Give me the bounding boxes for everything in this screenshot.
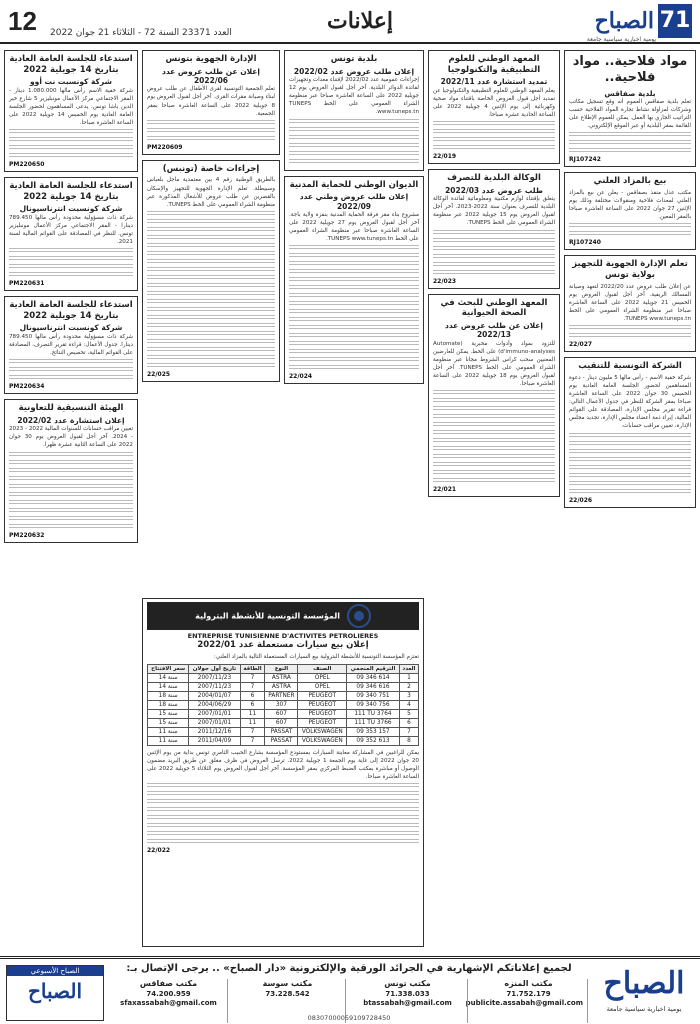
table-cell: 1 — [399, 673, 418, 682]
ad-text: يعلم المعهد الوطني للعلوم التطبيقية والتكنولوجيا عن تمديد أجل قبول العروض الخاصة باقتناء مواد صحية وكهربائية إلى يوم الإثنين 4 جويلية 2022 على الساعة الحادية عشرة صباحا. — [433, 87, 555, 118]
table-cell: PARTNER — [265, 691, 298, 700]
table-cell: 11 سنة — [148, 736, 189, 745]
logo-slogan: يومية اخبارية سياسية جامعة — [586, 36, 656, 43]
table-cell: PASSAT — [265, 727, 298, 736]
table-cell: 111 TU 3766 — [347, 718, 400, 727]
ad-code: PM220609 — [147, 143, 183, 151]
table-cell: 09 353 157 — [347, 727, 400, 736]
table-cell: 2011/12/16 — [189, 727, 240, 736]
logo-number: 71 — [658, 4, 692, 38]
table-cell: 111 TU 3764 — [347, 709, 400, 718]
weekly-logo-name: الصباح — [27, 979, 83, 1003]
office-email[interactable]: sfaxassabah@gmail.com — [120, 999, 217, 1008]
table-cell: 607 — [265, 718, 298, 727]
footer-heading: لجميع إعلاناتكم الإشهارية في الجرائد الورقية والإلكترونية «دار الصباح» .. يرجى الإتصال بـ: — [126, 963, 572, 974]
ad-title: المعهد الوطني للبحث في الصحة الحيوانية — [440, 297, 548, 319]
ad-title: إجراءات خاصة (تونبس) — [162, 163, 260, 174]
table-cell: 2007/01/01 — [189, 718, 240, 727]
table-cell: VOLKSWAGEN — [298, 736, 347, 745]
table-cell: 11 — [240, 709, 265, 718]
table-row — [148, 691, 419, 700]
ad-etap — [142, 598, 424, 947]
table-cell: 2007/11/23 — [189, 682, 240, 691]
column-5 — [4, 50, 138, 954]
weekly-logo — [6, 965, 104, 1021]
table-cell: VOLKSWAGEN — [298, 727, 347, 736]
etap-logo-icon — [347, 604, 371, 628]
table-cell: 09 340 751 — [347, 691, 400, 700]
ad-subtitle: طلب عروض عدد 2022/03 — [445, 185, 543, 195]
table-cell: 3 — [399, 691, 418, 700]
office-phone: 71.338.033 — [385, 989, 430, 998]
ad-title: الديوان الوطني للحماية المدنية — [289, 179, 419, 190]
ad-title: استدعاء للجلسة العامة العادية بتاريخ 14 جويلية 2022 — [9, 181, 133, 202]
footer-logo-name: الصباح — [603, 966, 685, 1001]
table-header-cell: العدد — [399, 664, 418, 673]
ad-text: تعلم بلدية صفاقس العموم أنه وقع تسجيل مكاتب وشركات لمزاولة نشاط تجارة المواد الفلاحية حسب التراتيب الجاري بها العمل. يمكن للعموم الإطلاع على القائمة بمقر البلدية أو عبر الموقع الإلكتروني. — [569, 98, 691, 130]
table-row — [148, 736, 419, 745]
ad-title: الهيئة التنسيقية للتعاونية — [18, 403, 124, 414]
table-cell: 2007/01/01 — [189, 709, 240, 718]
column-1 — [564, 50, 696, 954]
ad-equipment-tunis — [564, 255, 696, 352]
office-phone: 71.752.179 — [506, 989, 551, 998]
ad-title: الإدارة الجهوية بتونس — [165, 54, 257, 64]
ad-regional-equipment — [142, 160, 280, 382]
office-name: مكتب سوسة — [262, 979, 313, 988]
table-cell: 2 — [399, 682, 418, 691]
etap-name-ar: المؤسسة التونسية للأنشطة البترولية — [195, 611, 341, 621]
table-header-cell: الترقيم المنجمي — [347, 664, 400, 673]
etap-intro: تعتزم المؤسسة التونسية للأنشطة البترولية بيع السيارات المستعملة التالية بالمزاد العلني: — [213, 653, 419, 660]
ad-auction — [564, 172, 696, 250]
footer-account: 08307000059109728450 — [307, 1014, 391, 1022]
column-4 — [142, 50, 280, 594]
table-row — [148, 682, 419, 691]
footer-logo — [594, 963, 694, 1021]
table-cell: 09 346 616 — [347, 682, 400, 691]
table-cell: 7 — [399, 727, 418, 736]
ad-subtitle: إعلان عن طلب عروض عدد 2022/13 — [444, 320, 544, 340]
table-cell: 14 سنة — [148, 682, 189, 691]
ad-title: بلدية تونس — [330, 54, 378, 64]
office-phone: 74.200.959 — [146, 989, 191, 998]
etap-name-fr: ENTREPRISE TUNISIENNE D'ACTIVITES PETROLIERES — [187, 632, 379, 640]
ad-concept-net — [4, 50, 138, 172]
ad-children-villages — [142, 50, 280, 155]
ad-assembly — [564, 357, 696, 507]
ad-code: 22/023 — [433, 277, 457, 285]
column-3 — [284, 50, 424, 594]
table-cell: 7 — [240, 727, 265, 736]
table-cell: 607 — [265, 709, 298, 718]
table-header-cell: الطاقة — [240, 664, 265, 673]
ad-text: بالطريق الوطنية رقم 4 بين معتمدية ماجل بلعباس وسبيطلة. تعلم الإدارة الجهوية للتجهيز والإسكان بالقصرين عن طلب عروض للأشغال المذكورة عبر منظومة الشراء العمومي على الخط TUNEPS. — [147, 177, 275, 208]
ad-code: PM220631 — [9, 280, 45, 288]
ad-insat — [428, 50, 560, 164]
ad-subtitle: إعلان طلب عروض وطني عدد 2022/09 — [299, 192, 409, 211]
ad-subtitle: تمديد استشارة عدد 2022/11 — [440, 77, 548, 87]
table-cell: 11 — [240, 718, 265, 727]
ad-title: استدعاء للجلسة العامة العادية بتاريخ 14 جويلية 2022 — [9, 54, 133, 75]
ad-code: 22/021 — [433, 486, 457, 494]
table-cell: 09 346 614 — [347, 673, 400, 682]
ad-veterinary-research — [428, 294, 560, 498]
table-cell: PEUGEOT — [298, 691, 347, 700]
table-row — [148, 727, 419, 736]
page-footer — [0, 956, 700, 1024]
ad-concept-intl-2 — [4, 296, 138, 394]
ad-agri-materials — [564, 50, 696, 167]
ad-subtitle: إعلان طلب عروض عدد 2022/02 — [293, 66, 415, 76]
table-header-cell: الصنف — [298, 664, 347, 673]
ad-title: مواد فلاحية.. مواد فلاحية.. — [572, 54, 688, 86]
ad-subtitle: شركة كونسبت انترناسيونال — [19, 204, 123, 214]
table-cell: 18 سنة — [148, 691, 189, 700]
ad-subtitle: بلدية صفاقس — [604, 88, 656, 98]
table-cell: 15 سنة — [148, 718, 189, 727]
ad-title: تعلم الإدارة الجهوية للتجهيز بولاية تونس — [572, 259, 688, 280]
ad-code: RJ107240 — [569, 239, 601, 247]
logo-name: الصباح — [594, 8, 654, 34]
ad-municipal-agency — [428, 169, 560, 288]
vehicles-table — [147, 664, 419, 746]
table-cell: 15 سنة — [148, 709, 189, 718]
ad-title: بيع بالمزاد العلني — [593, 176, 667, 187]
table-cell: 307 — [265, 700, 298, 709]
ad-text: شركة ذات مسؤولية محدودة رأس مالها 789.450 دينارا - المقر الاجتماعي مركز الأعمال مونبليزير تونس. للنظر في المصادقة على القوائم المالية لسنة 2021. — [9, 214, 133, 246]
table-cell: 09 340 756 — [347, 700, 400, 709]
ad-code: 22/022 — [147, 847, 171, 855]
ad-title: الشركة التونسية للتنقيب — [578, 361, 682, 372]
ad-code: 22/026 — [569, 496, 593, 504]
ad-code: RJ107242 — [569, 156, 601, 164]
ad-text: مكتب عدل منفذ بصفاقس - يعلن عن بيع بالمزاد العلني لمعدات فلاحية ومنقولات مختلفة وذلك يوم الإثنين 27 جوان 2022 على الساعة العاشرة صباحا بالمقر المعين. — [569, 189, 691, 221]
ad-text: شركة ذات مسؤولية محدودة رأس مالها 789.450 دينارا. جدول الأعمال: قراءة تقرير التصرف، المصادقة على القوائم المالية، تخصيص النتائج. — [9, 333, 133, 357]
ad-title: المعهد الوطني للعلوم التطبيقية والتكنولوجيا — [447, 54, 541, 75]
office-name: مكتب صفاقس — [139, 979, 198, 988]
table-cell: 5 — [399, 709, 418, 718]
office-phone: 73.228.542 — [265, 989, 310, 998]
ad-text: تعيين مراقب حسابات للسنوات المالية 2022 - 2023 - 2024. آخر أجل لقبول العروض يوم 30 جوان 2022 على الساعة الثانية عشرة ظهرا. — [9, 426, 134, 449]
table-row — [148, 718, 419, 727]
table-cell: 7 — [240, 736, 265, 745]
ad-concept-intl-1 — [4, 177, 138, 291]
ad-text: شركة خفية الاسم - رأس مالها 5 مليون دينار - دعوة المساهمين لحضور الجلسة العامة العادية يوم الخميس 30 جوان 2022 على الساعة العاشرة صباحا بمقر الشركة للنظر في جدول الأعمال التالي: قراءة تقرير مجلس الإدارة، المصادقة على القوائم المالية، إبراء ذمة أعضاء مجلس الإدارة، تجديد مجلس الإدارة، تعيين مراقب حسابات. — [569, 374, 691, 430]
ad-code: PM220634 — [9, 383, 45, 391]
office-name: مكتب تونس — [384, 979, 431, 988]
table-cell: 6 — [399, 718, 418, 727]
footer-logo-tag: يومية اخبارية سياسية جامعة — [606, 1005, 682, 1013]
ad-code: 22/027 — [569, 341, 593, 349]
table-cell: 6 — [240, 691, 265, 700]
ad-civil-protection — [284, 176, 424, 385]
ad-code: 22/025 — [147, 370, 171, 378]
table-cell: OPEL — [298, 673, 347, 682]
ad-subtitle: شركة كونسبت انترناسيونال — [19, 323, 123, 333]
table-cell: 7 — [240, 682, 265, 691]
page-header — [0, 0, 700, 44]
ad-text: عن إعلان طلب عروض عدد 2022/20 لتعهد وصيانة المسالك الريفية. آخر أجل لقبول العروض يوم الخميس 21 جويلية 2022 على الساعة العاشرة صباحا عبر منظومة الشراء العمومي على الخط TUNEPS www.tuneps.tn. — [569, 283, 692, 323]
section-title: إعلانات — [327, 8, 393, 34]
table-header-cell: سعر الافتتاح — [148, 664, 189, 673]
table-row — [148, 700, 419, 709]
ad-code: PM220632 — [9, 531, 45, 539]
page-number: 12 — [8, 6, 37, 36]
ad-tunis-municipality — [284, 50, 424, 171]
ad-text: تعلم الجمعية التونسية لقرى الأطفال عن طلب عروض لبناء وصيانة مقرات القرى. آخر أجل لقبول العروض يوم 8 جويلية 2022 على الساعة العاشرة صباحا بمقر الجمعية. — [147, 86, 275, 117]
table-cell: 8 — [399, 736, 418, 745]
table-cell: 2007/11/23 — [189, 673, 240, 682]
ad-cooperative — [4, 399, 138, 542]
office-email[interactable]: publicite.assabah@gmail.com — [465, 999, 583, 1008]
ad-text: مشروع بناء مقر فرقة الحماية المدنية بنفزة ولاية باجة. آخر أجل لقبول العروض يوم 27 جويلية 2022 على الساعة العاشرة صباحا عبر منظومة الشراء العمومي على الخط TUNEPS www.tuneps.tn. — [289, 211, 419, 243]
table-cell: 6 — [240, 700, 265, 709]
table-cell: 7 — [240, 673, 265, 682]
table-cell: ASTRA — [265, 673, 298, 682]
table-cell: 2004/06/29 — [189, 700, 240, 709]
ad-code: PM220650 — [9, 161, 45, 169]
etap-subtitle: إعلان بيع سيارات مستعملة عدد 2022/01 — [197, 640, 369, 651]
table-header-cell: تاريخ أول جولان — [189, 664, 240, 673]
table-row — [148, 673, 419, 682]
table-cell: PEUGEOT — [298, 718, 347, 727]
table-header-cell: النوع — [265, 664, 298, 673]
table-cell: 2004/01/07 — [189, 691, 240, 700]
ad-code: 22/024 — [289, 373, 313, 381]
ad-code: 22/019 — [433, 153, 457, 161]
table-cell: OPEL — [298, 682, 347, 691]
issue-info: العدد 23371 السنة 72 - الثلاثاء 21 جوان 2022 — [50, 28, 232, 38]
newspaper-logo — [572, 4, 692, 43]
ad-text: للتزود بمواد وأدوات مخبرية (Automate d'immuno-analyses) على الخط. يمكن للعارضين المعنيين سحب كراس الشروط مجانا عبر منظومة الشراء العمومي على الخط TUNEPS. آخر أجل لقبول العروض يوم 18 جويلية 2022 على الساعة العاشرة صباحا. — [433, 340, 555, 388]
column-2 — [428, 50, 560, 954]
office-name: مكتب المنزه — [504, 979, 553, 988]
table-cell: PEUGEOT — [298, 700, 347, 709]
table-cell: PASSAT — [265, 736, 298, 745]
ad-title: استدعاء للجلسة العامة العادية بتاريخ 14 جويلية 2022 — [9, 300, 133, 321]
ad-subtitle: إعلان عن طلب عروض عدد 2022/06 — [161, 66, 261, 85]
table-cell: 2011/04/09 — [189, 736, 240, 745]
table-cell: PEUGEOT — [298, 709, 347, 718]
ad-subtitle: شركة كونسبت نت أوو — [30, 77, 112, 87]
table-cell: 18 سنة — [148, 700, 189, 709]
table-cell: 09 352 613 — [347, 736, 400, 745]
table-cell: 4 — [399, 700, 418, 709]
etap-body: يمكن للراغبين في المشاركة معاينة السيارات بمستودع المؤسسة بشارع الحبيب الثامري تونس بداية من يوم الإثنين 20 جوان 2022 إلى غاية يوم الجمعة 1 جويلية 2022. ترسل العروض في ظرف مغلق عن طريق البريد مضمون الوصول أو مباشرة بمكتب الضبط المركزي بمقر المؤسسة. آخر أجل لقبول العروض يوم الثلاثاء 5 جويلية 2022 على الساعة العاشرة صباحا. — [147, 749, 419, 781]
office-email[interactable]: btassabah@gmail.com — [363, 999, 452, 1008]
ad-text: يتعلق بإقتناء لوازم مكتبية ومعلوماتية لفائدة الوكالة البلدية للتصرف بعنوان سنة 2022-2023. آخر أجل لقبول العروض يوم 15 جويلية 2022 عبر منظومة الشراء العمومي على الخط TUNEPS. — [433, 196, 555, 227]
table-cell: ASTRA — [265, 682, 298, 691]
table-cell: 11 سنة — [148, 727, 189, 736]
weekly-logo-header: الصباح الأسبوعي — [7, 966, 103, 976]
table-cell: 14 سنة — [148, 673, 189, 682]
table-row — [148, 709, 419, 718]
ad-title: الوكالة البلدية للتصرف — [447, 173, 541, 184]
ad-text: شركة خفية الاسم رأس مالها 1.080.000 دينار - المقر الاجتماعي مركز الأعمال مونبليزير 5 شارع خير الدين باشا تونس. يدعى المساهمون لحضور الجلسة العامة العادية يوم الخميس 14 جويلية 2022 على الساعة العاشرة صباحا. — [9, 87, 134, 127]
ad-subtitle: إعلان استشارة عدد 2022/02 — [17, 415, 125, 425]
ad-text: إجراءات عمومية عدد 2022/02 لإقتناء معدات وتجهيزات لفائدة الدوائر البلدية. آخر أجل لقبول العروض يوم 12 جويلية 2022 على الساعة العاشرة صباحا عبر منظومة الشراء العمومي على الخط TUNEPS www.tuneps.tn. — [288, 77, 419, 116]
etap-banner — [147, 602, 419, 630]
